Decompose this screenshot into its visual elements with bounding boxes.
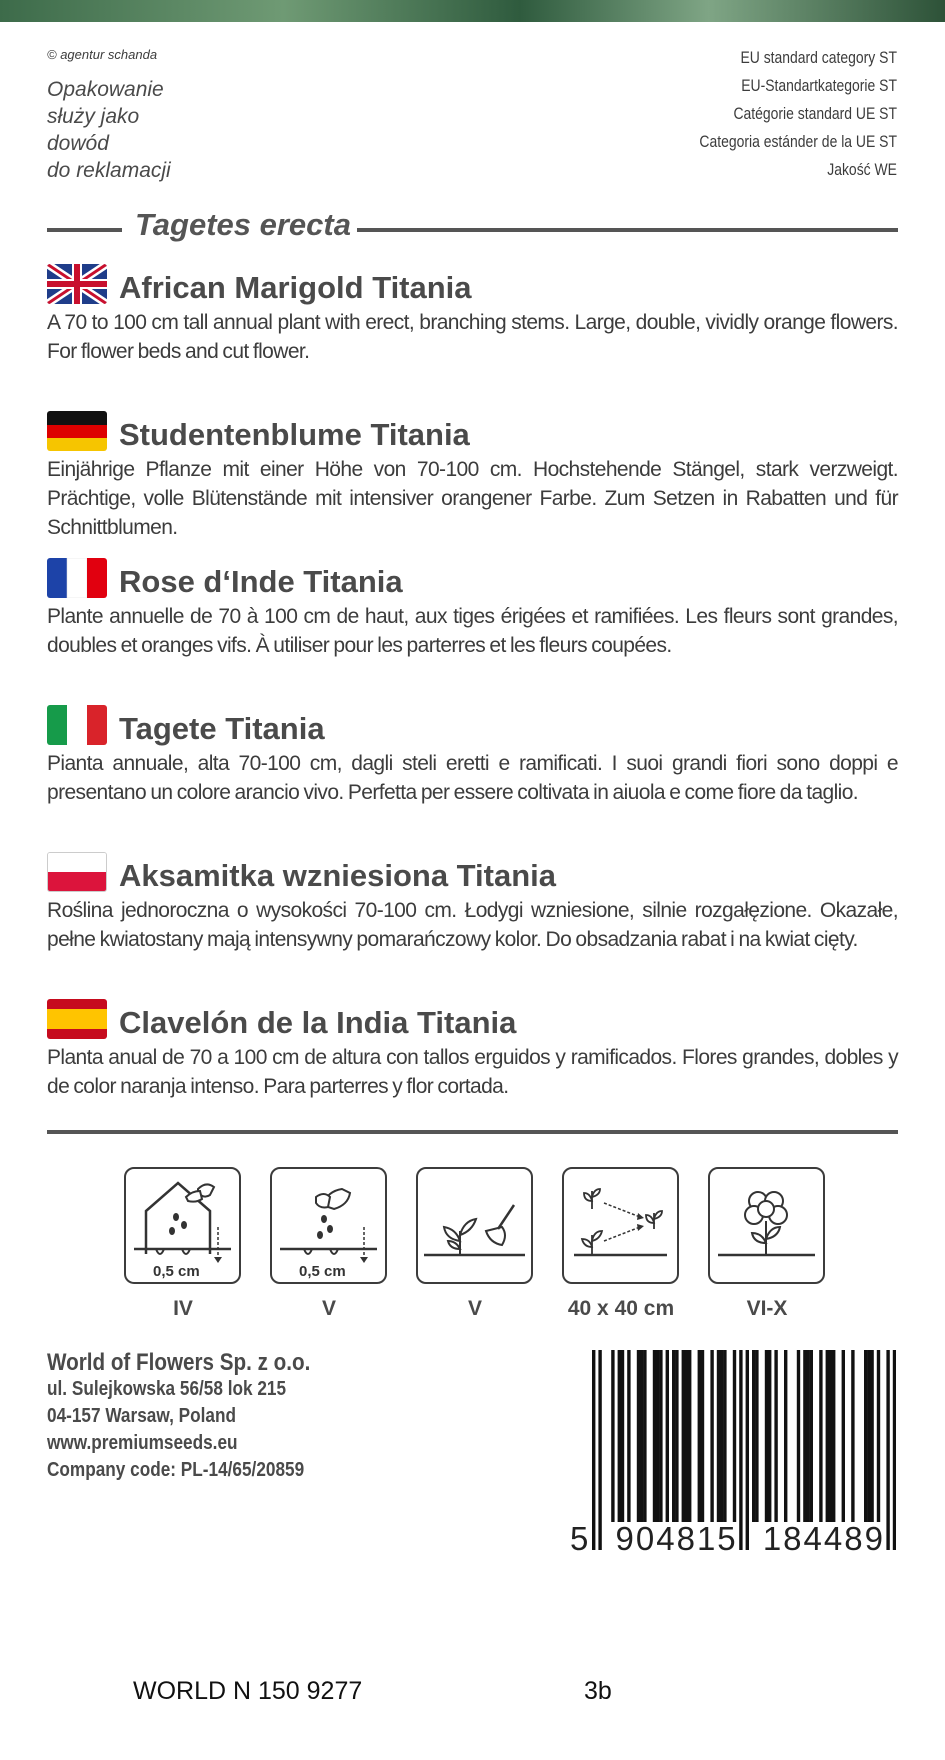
barcode-bar xyxy=(701,1350,704,1522)
barcode-bar xyxy=(710,1350,713,1522)
category-line: Categoria estánder de la UE ST xyxy=(699,132,897,151)
barcode-bar xyxy=(829,1350,832,1522)
barcode-left-group: 904815 xyxy=(615,1520,738,1557)
barcode-bar xyxy=(643,1350,646,1522)
barcode-bar xyxy=(618,1350,621,1522)
company-website: www.premiumseeds.eu xyxy=(47,1432,238,1454)
barcode-bar xyxy=(752,1350,755,1522)
company-address: ul. Sulejkowska 56/58 lok 215 xyxy=(47,1378,287,1400)
barcode-bar xyxy=(851,1350,854,1522)
complaint-line: Opakowanie xyxy=(47,78,164,101)
barcode-bar xyxy=(659,1350,662,1522)
barcode-bar xyxy=(666,1350,669,1522)
italy-flag-icon xyxy=(47,705,107,745)
barcode-first-digit: 5 xyxy=(570,1520,591,1557)
product-code: WORLD N 150 9277 xyxy=(133,1677,363,1705)
barcode-bar xyxy=(640,1350,643,1522)
barcode-bar xyxy=(627,1350,630,1522)
barcode-bar xyxy=(870,1350,873,1522)
language-title: Clavelón de la India Titania xyxy=(119,1005,517,1040)
sowing-indoors-month: IV xyxy=(173,1297,193,1320)
eu-category-list xyxy=(699,44,897,184)
barcode-bar xyxy=(755,1350,758,1522)
plant-spacing-label: 40 x 40 cm xyxy=(567,1297,675,1320)
copyright-note: © agentur schanda xyxy=(47,47,158,62)
barcode-bar xyxy=(784,1350,787,1522)
language-title: Aksamitka wzniesiona Titania xyxy=(119,858,557,893)
barcode-bar xyxy=(672,1350,675,1522)
barcode-bar xyxy=(621,1350,624,1522)
barcode-bar xyxy=(717,1350,720,1522)
barcode-bar xyxy=(832,1350,835,1522)
barcode-bar xyxy=(637,1350,640,1522)
language-description: Pianta annuale, alta 70-100 cm, dagli steli eretti e ramificati. I suoi grandi fiori sono doppi e presentano un colore arancio vivo. Perfetta per essere coltivata in aiuola e come fiore da taglio. xyxy=(47,752,898,804)
poland-flag-icon xyxy=(47,852,107,892)
category-line: EU-Standartkategorie ST xyxy=(741,76,897,95)
language-description: Roślina jednoroczna o wysokości 70-100 cm. Łodygi wzniesione, silnie rozgałęzione. Okazałe, pełne kwiatostany mają intensywny pomarańczowy kolor. Do obsadzania rabat i na kwiat cięty. xyxy=(47,899,898,951)
uk-flag-icon xyxy=(47,264,107,304)
top-decorative-band xyxy=(0,0,945,22)
flowering-period: VI-X xyxy=(746,1297,788,1320)
germany-flag-icon xyxy=(47,411,107,451)
language-description: Plante annuelle de 70 à 100 cm de haut, aux tiges érigées et ramifiées. Les fleurs sont grandes, doubles et oranges vifs. À utiliser pour les parterres et les fleurs coupées. xyxy=(47,605,898,657)
barcode-bar xyxy=(803,1350,806,1522)
transplant-month: V xyxy=(467,1297,482,1320)
barcode-bar xyxy=(867,1350,870,1522)
plant-spacing-icon xyxy=(562,1167,679,1284)
barcode-bar xyxy=(698,1350,701,1522)
complaint-line: dowód xyxy=(47,132,109,155)
barcode-bar xyxy=(765,1350,768,1522)
language-title: Studentenblume Titania xyxy=(119,417,470,452)
barcode-bar xyxy=(877,1350,880,1522)
barcode-bar xyxy=(797,1350,800,1522)
complaint-note xyxy=(47,76,171,184)
divider-line xyxy=(357,228,898,232)
barcode-bar xyxy=(656,1350,659,1522)
barcode-bar xyxy=(810,1350,813,1522)
barcode-right-group: 184489 xyxy=(762,1520,885,1557)
barcode-bar xyxy=(733,1350,736,1522)
barcode-bar xyxy=(688,1350,691,1522)
company-name: World of Flowers Sp. z o.o. xyxy=(47,1349,311,1376)
language-description: Planta anual de 70 a 100 cm de altura con tallos erguidos y ramificados. Flores grandes, dobles y de color naranja intenso. Para parterres y flor cortada. xyxy=(47,1046,898,1098)
category-line: EU standard category ST xyxy=(740,48,897,67)
barcode-bar xyxy=(842,1350,845,1522)
barcode-bar xyxy=(611,1350,614,1522)
barcode-bar xyxy=(774,1350,777,1522)
barcode-bar xyxy=(768,1350,771,1522)
language-title: Rose d‘Inde Titania xyxy=(119,564,403,599)
language-title: Tagete Titania xyxy=(119,711,325,746)
transplant-icon xyxy=(416,1167,533,1284)
sowing-depth-label: 0,5 cm xyxy=(153,1263,200,1280)
barcode-number xyxy=(570,1520,900,1558)
barcode-bar xyxy=(806,1350,809,1522)
language-title: African Marigold Titania xyxy=(119,270,472,305)
sow-outdoors-icon xyxy=(270,1167,387,1284)
spain-flag-icon xyxy=(47,999,107,1039)
france-flag-icon xyxy=(47,558,107,598)
barcode-bar xyxy=(720,1350,723,1522)
barcode-bar xyxy=(826,1350,829,1522)
sow-indoors-icon xyxy=(124,1167,241,1284)
complaint-line: służy jako xyxy=(47,105,140,128)
barcode-bar xyxy=(685,1350,688,1522)
flowering-icon xyxy=(708,1167,825,1284)
company-info xyxy=(47,1349,310,1484)
barcode-bar xyxy=(682,1350,685,1522)
company-code: Company code: PL-14/65/20859 xyxy=(47,1459,305,1481)
divider-line xyxy=(47,228,122,232)
complaint-line: do reklamacji xyxy=(47,159,171,182)
latin-name: Tagetes erecta xyxy=(135,207,351,242)
latin-name-row xyxy=(47,207,898,251)
language-description: A 70 to 100 cm tall annual plant with erect, branching stems. Large, double, vividly orange flowers. For flower beds and cut flower. xyxy=(47,311,898,363)
language-description: Einjährige Pflanze mit einer Höhe von 70-100 cm. Hochstehende Stängel, stark verzweigt. Prächtige, volle Blütenstände mit intensiver orangener Farbe. Zum Setzen in Rabatten und für Schnittblumen. xyxy=(47,458,898,539)
sowing-depth-label: 0,5 cm xyxy=(299,1263,346,1280)
barcode-bar xyxy=(723,1350,726,1522)
cultivation-icons xyxy=(124,1167,824,1327)
barcode-bar xyxy=(819,1350,822,1522)
category-line: Catégorie standard UE ST xyxy=(733,104,897,123)
company-city: 04-157 Warsaw, Poland xyxy=(47,1405,236,1427)
print-version: 3b xyxy=(584,1677,612,1705)
category-line: Jakość WE xyxy=(827,160,897,179)
barcode-bar xyxy=(675,1350,678,1522)
section-divider xyxy=(47,1130,898,1134)
barcode-bar xyxy=(864,1350,867,1522)
barcode-bar xyxy=(653,1350,656,1522)
sowing-outdoors-month: V xyxy=(321,1297,336,1320)
